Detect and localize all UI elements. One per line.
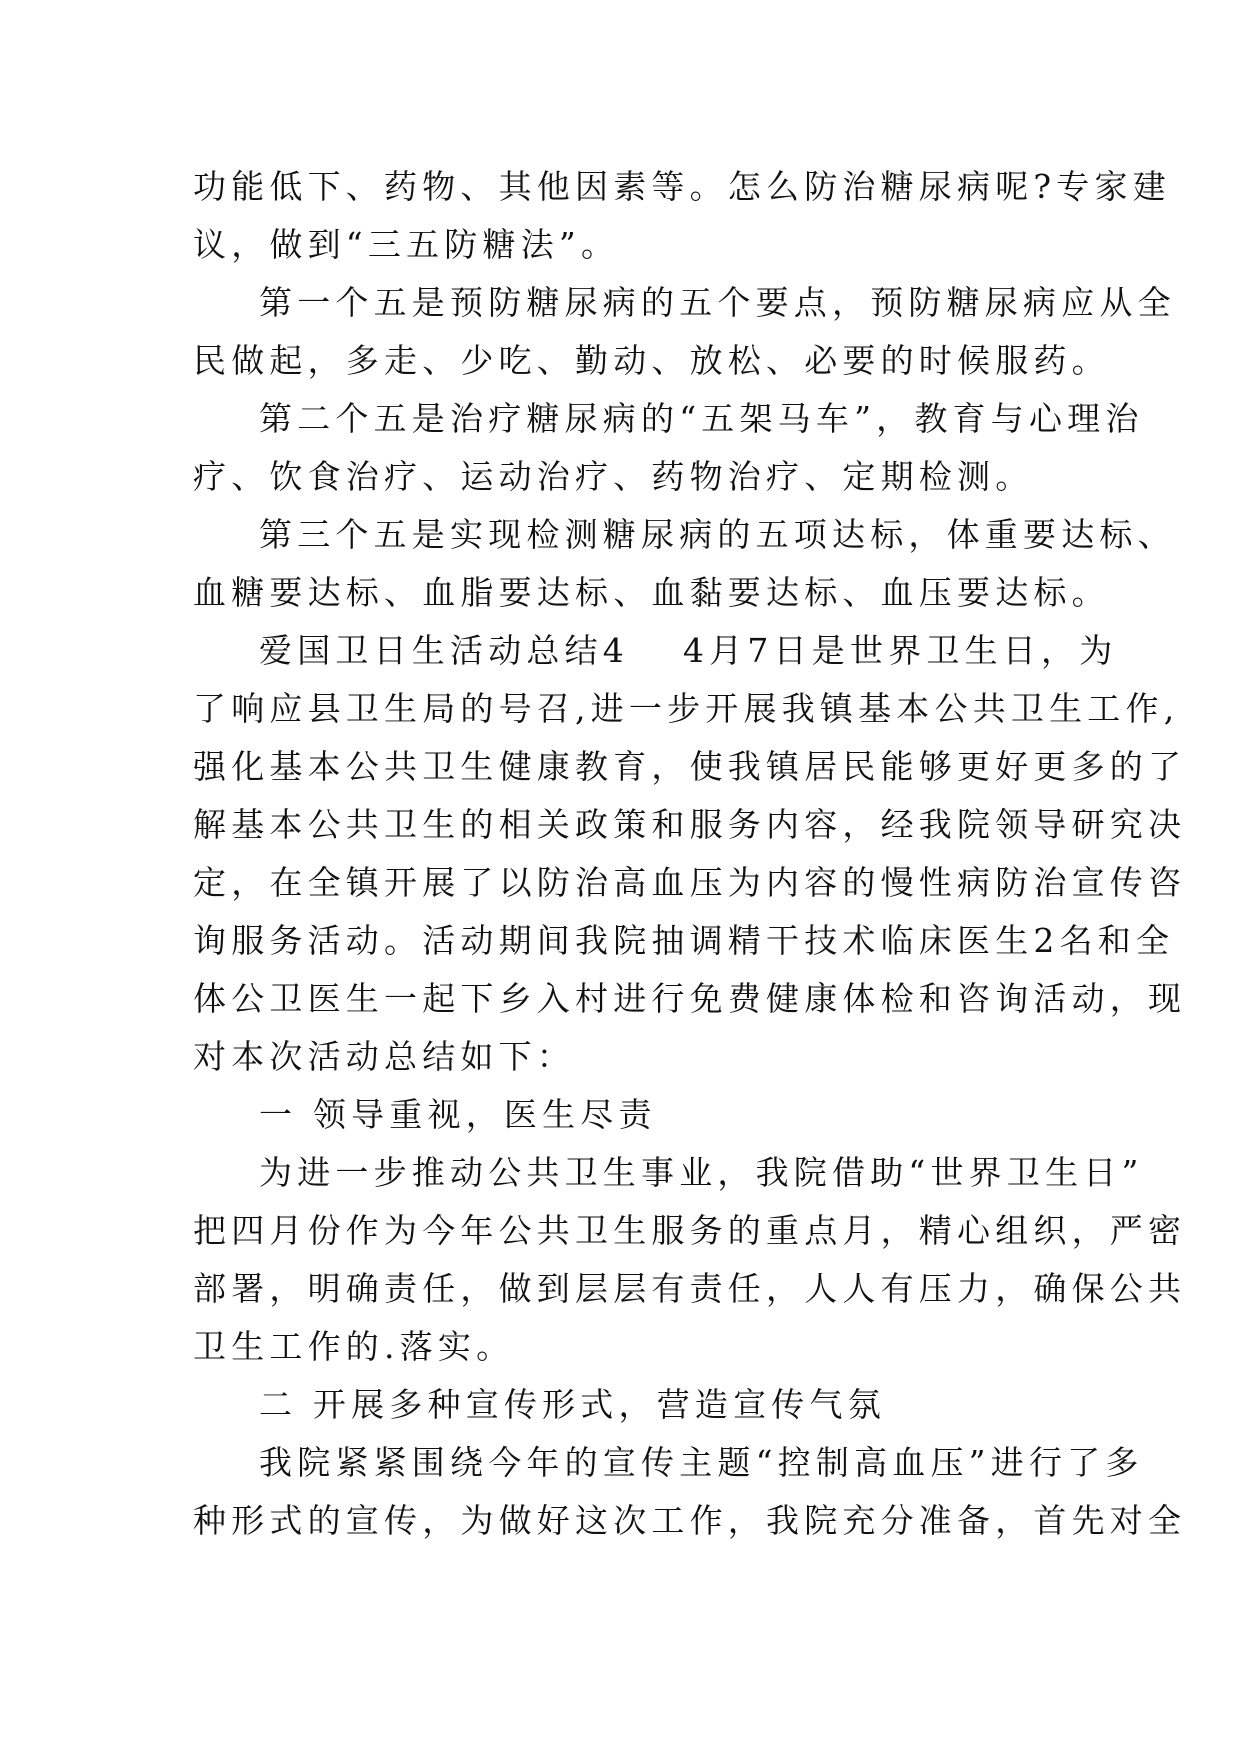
- paragraph-line: 部署，明确责任，做到层层有责任，人人有压力，确保公共: [193, 1269, 1187, 1308]
- document-body: [193, 158, 1187, 1550]
- section-title-line: [193, 622, 1118, 680]
- section-heading: 一 领导重视，医生尽责: [259, 1095, 657, 1134]
- paragraph-start: 4月7日是世界卫生日，为: [683, 631, 1118, 670]
- paragraph-line: 对本次活动总结如下：: [193, 1037, 575, 1076]
- paragraph-line: 卫生工作的.落实。: [193, 1327, 515, 1366]
- paragraph-line: 种形式的宣传，为做好这次工作，我院充分准备，首先对全: [193, 1501, 1187, 1540]
- paragraph-line: 把四月份作为今年公共卫生服务的重点月，精心组织，严密: [193, 1211, 1187, 1250]
- paragraph-line: 疗、饮食治疗、运动治疗、药物治疗、定期检测。: [193, 457, 1034, 496]
- section-heading: 二 开展多种宣传形式，营造宣传气氛: [259, 1385, 886, 1424]
- paragraph-line: 第三个五是实现检测糖尿病的五项达标，体重要达标、: [259, 515, 1176, 554]
- paragraph-line: 询服务活动。活动期间我院抽调精干技术临床医生2名和全: [193, 921, 1175, 960]
- paragraph-line: 民做起，多走、少吃、勤动、放松、必要的时候服药。: [193, 341, 1110, 380]
- paragraph-line: 强化基本公共卫生健康教育，使我镇居民能够更好更多的了: [193, 747, 1187, 786]
- paragraph-line: 议，做到“三五防糖法”。: [193, 225, 620, 264]
- paragraph-line: 第二个五是治疗糖尿病的“五架马车”，教育与心理治: [259, 399, 1144, 438]
- paragraph-line: 功能低下、药物、其他因素等。怎么防治糖尿病呢?专家建: [193, 167, 1171, 206]
- paragraph-line: 我院紧紧围绕今年的宣传主题“控制高血压”进行了多: [259, 1443, 1144, 1482]
- section-title: 爱国卫日生活动总结4: [259, 631, 629, 670]
- paragraph-line: 体公卫医生一起下乡入村进行免费健康体检和咨询活动，现: [193, 979, 1187, 1018]
- paragraph-line: 血糖要达标、血脂要达标、血黏要达标、血压要达标。: [193, 573, 1110, 612]
- paragraph-line: 定，在全镇开展了以防治高血压为内容的慢性病防治宣传咨: [193, 863, 1187, 902]
- paragraph-line: 了响应县卫生局的号召,进一步开展我镇基本公共卫生工作,: [193, 689, 1180, 728]
- paragraph-line: 解基本公共卫生的相关政策和服务内容，经我院领导研究决: [193, 805, 1187, 844]
- paragraph-line: 第一个五是预防糖尿病的五个要点，预防糖尿病应从全: [259, 283, 1176, 322]
- paragraph-line: 为进一步推动公共卫生事业，我院借助“世界卫生日”: [259, 1153, 1144, 1192]
